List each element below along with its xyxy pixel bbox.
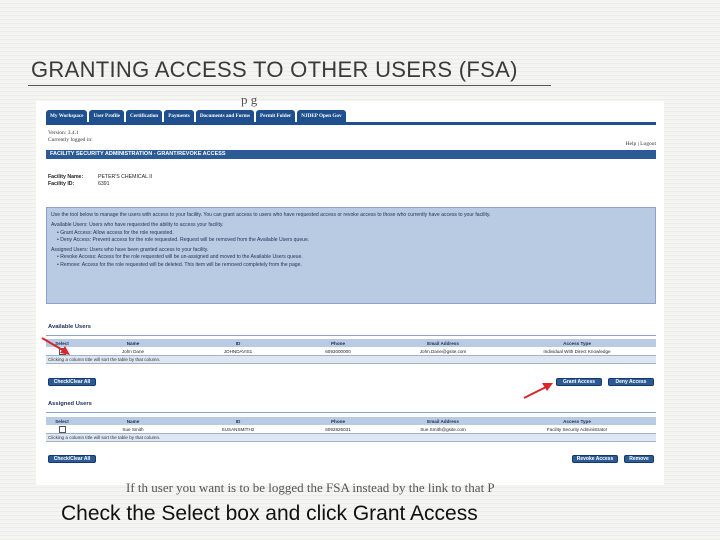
name-cell: Sue Smith [78, 425, 188, 434]
available-users-heading: Available Users [48, 324, 91, 330]
tab-permit-folder[interactable]: Permit Folder [256, 110, 295, 122]
hint-row [46, 434, 656, 442]
red-arrow-icon [40, 336, 74, 358]
available-users-table [46, 339, 656, 364]
slide-title: GRANTING ACCESS TO OTHER USERS (FSA) [31, 57, 518, 82]
tab-user-profile[interactable]: User Profile [89, 110, 123, 122]
id-cell: JOHNDAVIS1 [188, 347, 288, 356]
remove-button[interactable]: Remove [624, 455, 654, 463]
version-info [48, 130, 93, 144]
access-type-cell: Individual With Direct Knowledge [498, 347, 656, 356]
table-row [46, 425, 656, 434]
phone-cell: 6092826031 [288, 425, 388, 434]
email-cell: Sue.Smith@gsite.com [388, 425, 498, 434]
facility-info [48, 174, 152, 188]
info-line: Use the tool below to manage the users with access to your facility. You can grant access to users who have requested access or revoke access to those who currently have access to your facility. [51, 212, 491, 218]
facility-id-value: 6391 [98, 181, 110, 187]
col-phone[interactable]: Phone [288, 339, 388, 347]
col-access-type[interactable]: Access Type [498, 417, 656, 425]
info-line: • Revoke Access: Access for the role requested will be un-assigned and moved to the Available Users queue. [57, 254, 303, 261]
select-cell [46, 425, 78, 434]
col-name[interactable]: Name [78, 339, 188, 347]
access-type-cell: Facility Security Administrator [498, 425, 656, 434]
table-row [46, 347, 656, 356]
table-header-row [46, 417, 656, 425]
divider [46, 412, 656, 413]
col-email[interactable]: Email Address [388, 339, 498, 347]
divider [46, 335, 656, 336]
tab-njdep-open-gov[interactable]: NJDEP Open Gov [297, 110, 345, 122]
assigned-users-heading: Assigned Users [48, 401, 92, 407]
tab-payments[interactable]: Payments [164, 110, 194, 122]
tab-documents-forms[interactable]: Documents and Forms [196, 110, 254, 122]
tab-my-workspace[interactable]: My Workspace [46, 110, 87, 122]
help-logout-links[interactable]: Help | Logout [625, 141, 656, 147]
col-access-type[interactable]: Access Type [498, 339, 656, 347]
cropped-bottom-text: If th user you want is to be logged the FSA instead by the link to that P [126, 480, 495, 495]
version-line: Version: 3.4.1 [48, 130, 79, 136]
col-phone[interactable]: Phone [288, 417, 388, 425]
red-arrow-icon [522, 381, 556, 401]
facility-name-value: PETER'S CHEMICAL II [98, 174, 153, 180]
col-id[interactable]: ID [188, 417, 288, 425]
assigned-users-table [46, 417, 656, 442]
tab-bar-underline [46, 122, 656, 125]
facility-id-label: Facility ID: [48, 181, 75, 187]
cropped-top-text: p g [241, 92, 258, 107]
info-line: Available Users: Users who have requested the ability to access your facility. [51, 222, 224, 229]
screenshot-panel [36, 92, 664, 495]
check-clear-all-button[interactable]: Check/Clear All [48, 378, 96, 386]
grant-access-button[interactable]: Grant Access [556, 378, 602, 386]
page-header: FACILITY SECURITY ADMINISTRATION - GRANT/REVOKE ACCESS [46, 150, 656, 159]
instructions-box [46, 207, 656, 304]
facility-name-label: Facility Name: [48, 174, 84, 180]
email-cell: John.Dane@gsite.com [388, 347, 498, 356]
name-cell: John Dane [78, 347, 188, 356]
info-line: • Deny Access: Prevent access for the role requested. Request will be removed from the Available Users queue. [57, 236, 310, 243]
phone-cell: 6093000000 [288, 347, 388, 356]
info-line: Assigned Users: Users who have been granted access to your facility. [51, 247, 209, 254]
info-line: • Remove: Access for the role requested will be deleted. This item will be removed completely from the page. [57, 261, 302, 268]
revoke-access-button[interactable]: Revoke Access [572, 455, 618, 463]
nav-tabs [46, 110, 346, 122]
deny-access-button[interactable]: Deny Access [608, 378, 654, 386]
info-line: • Grant Access: Allow access for the role requested. [57, 229, 174, 236]
id-cell: SUSANSMITH2 [188, 425, 288, 434]
sort-hint: Clicking a column title will sort the table by that column. [46, 434, 656, 442]
check-clear-all-button[interactable]: Check/Clear All [48, 455, 96, 463]
logged-in-line: Currently logged in: [48, 137, 93, 143]
slide-caption: Check the Select box and click Grant Access [61, 502, 478, 525]
select-checkbox[interactable] [59, 426, 66, 433]
sort-hint: Clicking a column title will sort the table by that column. [46, 356, 656, 364]
col-id[interactable]: ID [188, 339, 288, 347]
tab-certification[interactable]: Certification [126, 110, 162, 122]
col-select[interactable]: Select [46, 339, 78, 347]
title-underline [28, 85, 551, 86]
col-select[interactable]: Select [46, 417, 78, 425]
col-name[interactable]: Name [78, 417, 188, 425]
col-email[interactable]: Email Address [388, 417, 498, 425]
hint-row [46, 356, 656, 364]
table-header-row [46, 339, 656, 347]
